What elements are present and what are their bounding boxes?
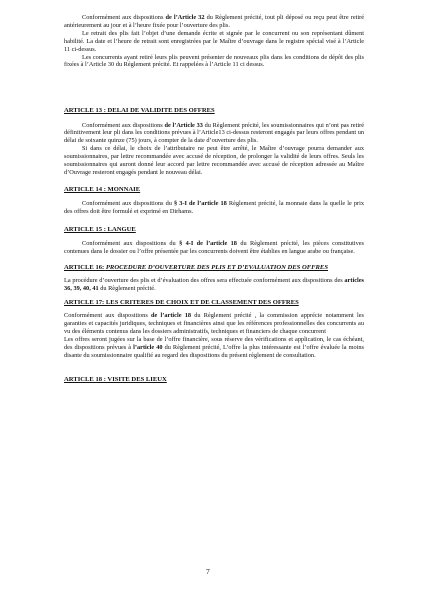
text-run: du Règlement précité, tout pli déposé ou reçu peut être retiré antérieurement au jour et à l’heure fixée pour l’ouverture des plis. [64, 14, 365, 29]
paragraph [64, 122, 364, 146]
bold-reference: de l’Article 33 [164, 121, 203, 129]
paragraph [64, 277, 364, 293]
text-run: PROCEDURE D’OUVERTURE DES PLIS ET D’EVALUATION DES OFFRES [105, 263, 329, 271]
text-run: La procédure d’ouverture des plis et d’évaluation des offres sera effectuée conformément aux dispositions des [64, 277, 345, 285]
text-run: ARTICLE 15 : LANGUE [64, 225, 136, 233]
bold-reference: § 4-I de l’article 18 [179, 240, 237, 248]
text-run: Si dans ce délai, le choix de l’attributaire ne peut être arrêté, le Maître d’ouvrage pourra demander aux soumissionnaires, par lettre recommandée avec accusé de réception, de prolonger la validité de leurs offres. Seuls les soumissionnaires qui auront donné leur accord par lettre recommandée avec accusé de réception adressée au Maître d’Ouvrage resteront engagés pendant le nouveau délai. [64, 145, 364, 176]
text-run: ARTICLE 14 : MONNAIE [64, 185, 141, 193]
bold-reference: l’article 40 [133, 343, 163, 351]
bold-reference: articles 36, 39, 40, 41 [64, 277, 364, 293]
paragraph [64, 145, 364, 177]
text-run: du Règlement précité, L’offre la plus intéressante est l’offre évaluée la moins disante du soumissionnaire qualifié au regard des dispositions du présent règlement de consultation. [64, 343, 364, 359]
paragraph [64, 30, 364, 54]
text-run: ARTICLE 18 : VISITE DES LIEUX [64, 375, 167, 383]
text-run: du Règlement précité , la commission apprécie notamment les garanties et capacités juridiques, techniques et financières ainsi que les références professionnelles des concurrents au vu des éléments contenus dans les dossiers administratifs, techniques et financiers de chaque concurrent [64, 312, 365, 335]
text-run: ARTICLE 17: LES CRITERES DE CHOIX ET DE CLASSEMENT DES OFFRES [64, 298, 299, 306]
text-run: ARTICLE 13 : DELAI DE VALIDITE DES OFFRES [64, 107, 215, 115]
page-body [64, 14, 364, 384]
paragraph [64, 336, 364, 360]
bold-reference: § 3-I de l’article 18 [173, 200, 227, 208]
paragraph [64, 14, 364, 30]
text-run: du Règlement précité. [98, 285, 156, 293]
text-run: Les concurrents ayant retiré leurs plis peuvent présenter de nouveaux plis dans les conditions de dépôt des plis fixées à l’Article 30 du Règlement précité. Et rappelées à l’Article 11 ci dessus. [64, 53, 364, 69]
bold-reference: de l’Article 32 [165, 14, 205, 21]
text-run: Les offres seront jugées sur la base de l’offre financière, sous réserve des vérifications et application, le cas échéant, des dispositions prévues à [64, 335, 364, 351]
text-run: Conformément aux dispositions [82, 121, 165, 129]
text-run: ARTICLE 16: [64, 263, 106, 271]
article-heading [64, 264, 364, 272]
text-run: Conformément aux dispositions [64, 312, 151, 320]
text-run: Conformément aux dispositions du [82, 200, 174, 208]
bold-reference: de l’article 18 [151, 312, 192, 320]
paragraph [64, 240, 364, 256]
paragraph [64, 312, 364, 336]
text-run: Le retrait des plis fait l’objet d’une demande écrite et signée par le concurrent ou son représentant dûment habilité. La date et l’heure de retrait sont enregistrées par le Maître d’ouvrage dans le registre spécial visé à l’Article 11 ci-dessus. [64, 29, 364, 53]
page-number: 7 [206, 567, 210, 576]
text-run: Conformément aux dispositions [82, 14, 166, 21]
text-run: Conformément aux dispositions du [82, 240, 180, 248]
text-run: du Règlement précité, les pièces constitutives contenues dans le dossier ou l’offre présentée par les concurrents doivent être établies en langue arabe ou française. [64, 240, 364, 256]
article-heading [64, 107, 364, 115]
text-run: Règlement précité, la monnaie dans la quelle le prix des offres doit être formulé et exprimé en Dirhams. [64, 200, 364, 215]
article-heading [64, 226, 364, 234]
article-heading [64, 186, 364, 194]
text-run: du Règlement précité, les soumissionnaires qui n’ont pas retiré définitivement leur pli dans les conditions prévues à l’Article13 ci-dessus resteront engagés par leurs offres pendant un délai de soixante quinze (75) jours, à compter de la date d’ouverture des plis. [64, 121, 364, 145]
paragraph [64, 200, 364, 216]
paragraph [64, 54, 364, 70]
article-heading [64, 376, 364, 384]
article-heading [64, 299, 364, 307]
